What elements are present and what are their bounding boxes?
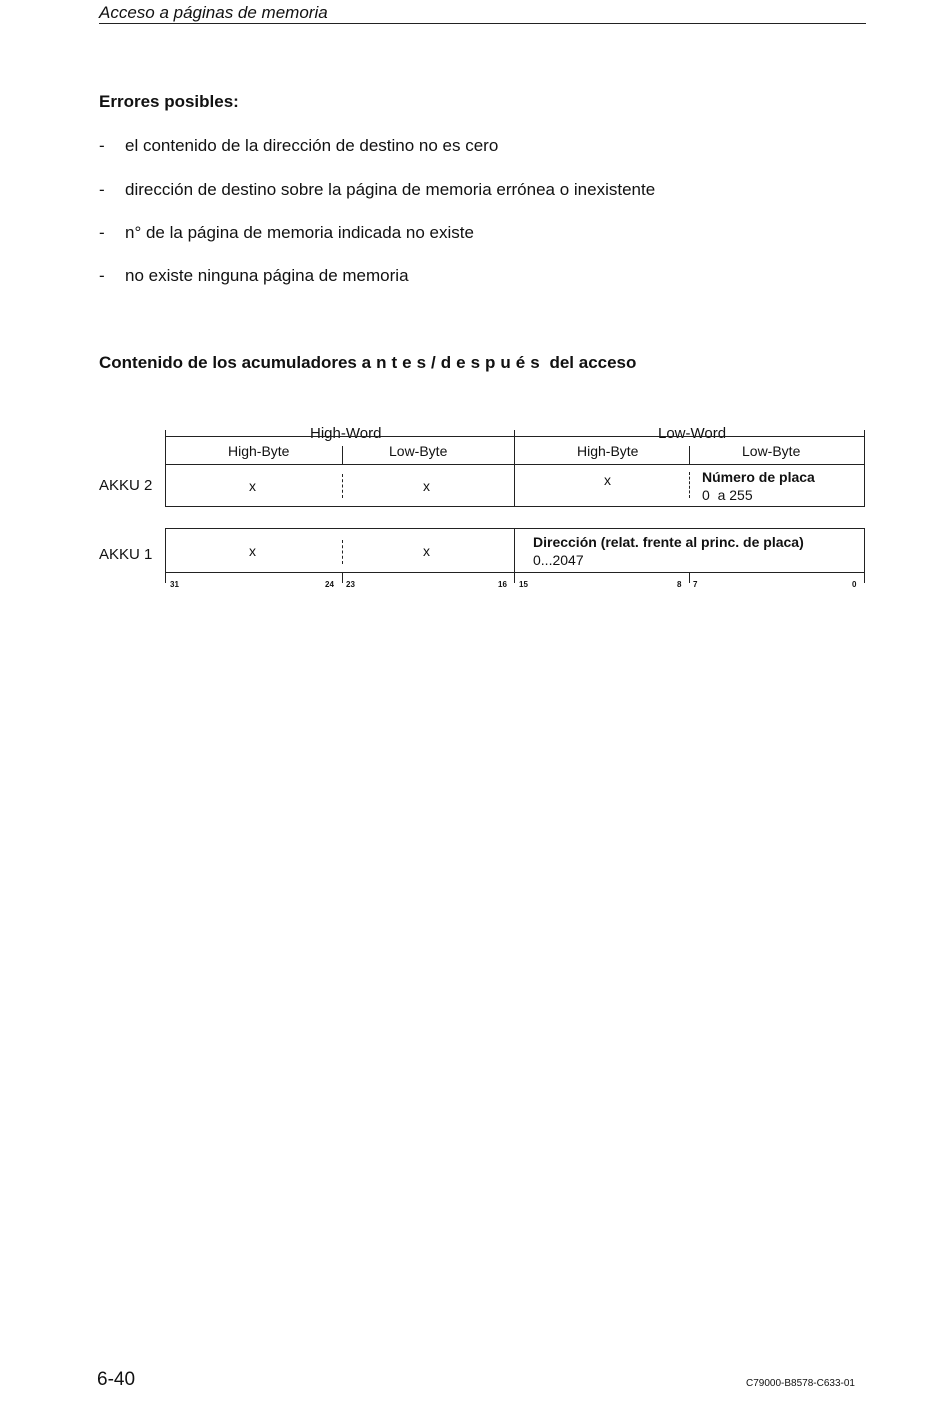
running-header: Acceso a páginas de memoria (99, 3, 328, 22)
heading-part2: antes/después (361, 353, 545, 372)
error-text: el contenido de la dirección de destino no es cero (125, 136, 499, 155)
page-number: 6-40 (97, 1369, 136, 1390)
high-word-label: High-Word (310, 425, 382, 442)
accumulators-heading (99, 353, 636, 373)
akku2-cell-3: x (604, 472, 611, 488)
low-word-label: Low-Word (658, 425, 727, 442)
document-code: C79000-B8578-C633-01 (746, 1378, 855, 1389)
bit-23: 23 (346, 580, 355, 589)
heading-part1: Contenido de los acumuladores (99, 353, 357, 372)
error-item (99, 136, 498, 156)
bit-8: 8 (677, 580, 682, 589)
bit-0: 0 (852, 580, 857, 589)
akku1-cell-2: x (423, 543, 430, 559)
low-word-low-byte-label: Low-Byte (742, 443, 801, 459)
akku2-byte-divider-1 (342, 474, 343, 498)
error-text: n° de la página de memoria indicada no existe (125, 223, 474, 242)
address-title: Dirección (relat. frente al princ. de placa) (533, 534, 804, 550)
bit-24: 24 (325, 580, 334, 589)
bit-tick-24-23 (342, 573, 343, 583)
bit-tick-0 (864, 573, 865, 583)
error-text: dirección de destino sobre la página de memoria errónea o inexistente (125, 180, 656, 199)
bit-31: 31 (170, 580, 179, 589)
bit-tick-31 (165, 573, 166, 583)
bit-7: 7 (693, 580, 698, 589)
address-range: 0...2047 (533, 552, 584, 568)
list-dash: - (99, 223, 105, 242)
akku2-word-divider (514, 436, 515, 507)
errors-heading: Errores posibles: (99, 92, 239, 111)
akku2-label: AKKU 2 (99, 477, 153, 494)
akku1-byte-divider (342, 540, 343, 564)
header-rule (99, 23, 866, 24)
akku2-cell-2: x (423, 478, 430, 494)
byte-header-rule (165, 464, 865, 465)
bit-tick-8-7 (689, 573, 690, 583)
heading-part3: del acceso (549, 353, 637, 372)
akku1-cell-1: x (249, 543, 256, 559)
list-dash: - (99, 180, 105, 199)
high-word-high-byte-label: High-Byte (228, 443, 290, 459)
low-byte-divider (689, 446, 690, 464)
list-dash: - (99, 266, 105, 285)
bit-tick-16-15 (514, 573, 515, 583)
error-item (99, 180, 655, 200)
akku1-word-divider (514, 528, 515, 573)
akku2-cell-1: x (249, 478, 256, 494)
board-number-title: Número de placa (702, 469, 815, 485)
error-text: no existe ninguna página de memoria (125, 266, 409, 285)
high-word-low-byte-label: Low-Byte (389, 443, 448, 459)
error-item (99, 223, 474, 243)
akku1-label: AKKU 1 (99, 546, 153, 563)
low-word-high-byte-label: High-Byte (577, 443, 639, 459)
akku2-byte-divider-2 (689, 472, 690, 498)
high-byte-divider (342, 446, 343, 464)
bit-15: 15 (519, 580, 528, 589)
board-number-range: 0 a 255 (702, 487, 753, 503)
error-item (99, 266, 409, 286)
bit-16: 16 (498, 580, 507, 589)
list-dash: - (99, 136, 105, 155)
